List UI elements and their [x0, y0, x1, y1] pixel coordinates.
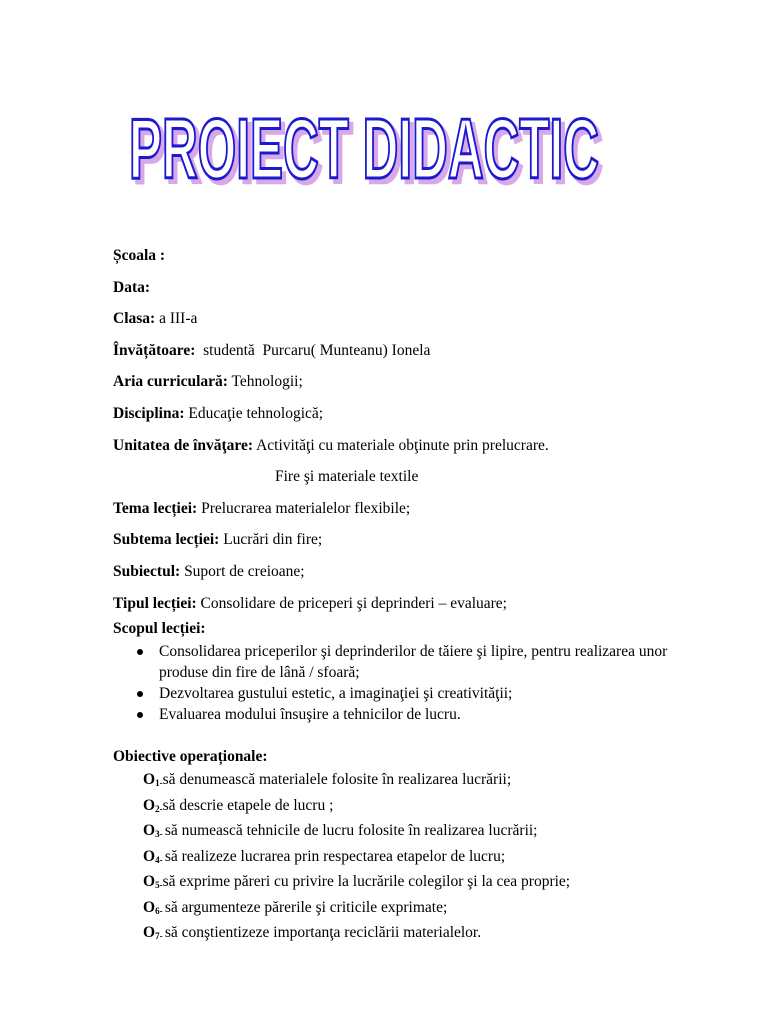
- scop-list: [113, 641, 713, 725]
- field-subtema-lectiei: Subtema lecției: Lucrări din fire;: [113, 531, 323, 549]
- title-text: PROIECT DIDACTIC: [129, 101, 599, 195]
- obiective-heading: Obiective operaționale:: [113, 748, 268, 765]
- field-unitatea-de-invatare: Unitatea de învăţare: Activităţi cu materiale obţinute prin prelucrare.: [113, 436, 549, 454]
- list-item: Evaluarea modului însuşire a tehnicilor de lucru.: [113, 704, 713, 725]
- header-fields: [113, 243, 733, 622]
- title-shadow: PROIECT DIDACTIC: [133, 105, 603, 195]
- list-item: Dezvoltarea gustului estetic, a imaginaţiei şi creativităţii;: [113, 683, 713, 704]
- field-tipul-lectiei: Tipul lecției: Consolidare de priceperi şi deprinderi – evaluare;: [113, 594, 507, 612]
- list-item: $O_{3-}$ să numească tehnicile de lucru folosite în realizarea lucrării;: [143, 822, 538, 839]
- bullet-icon: [137, 712, 143, 718]
- field-disciplina: Disciplina: Educaţie tehnologică;: [113, 404, 324, 422]
- field-tema-lectiei: Tema lecției: Prelucrarea materialelor flexibile;: [113, 499, 411, 517]
- field-aria-curriculara: Aria curriculară: Tehnologii;: [113, 373, 303, 391]
- field-subiectul: Subiectul: Suport de creioane;: [113, 562, 305, 580]
- field-scoala: Școala :: [113, 247, 166, 264]
- field-data: Data:: [113, 278, 151, 296]
- field-unitatea-line2: Fire şi materiale textile: [275, 468, 419, 486]
- list-item: $O_{7-}$ să conştientizeze importanţa reciclării materialelor.: [143, 924, 482, 941]
- list-item: $O_{2-}să$ descrie etapele de lucru ;: [143, 796, 334, 814]
- list-item: Consolidarea priceperilor şi deprinderilor de tăiere şi lipire, pentru realizarea unor produse din fire de lână / sfoară;: [113, 641, 713, 683]
- scop-heading: Scopul lecției:: [113, 620, 206, 637]
- list-item: $O_{1-}să$ denumească materialele folosite în realizarea lucrării;: [143, 771, 512, 788]
- bullet-icon: [137, 691, 143, 697]
- list-item: $O_{6-}$ să argumenteze părerile şi criticile exprimate;: [143, 898, 448, 916]
- field-invatatoare: Învățătoare: studentă Purcaru( Munteanu) Ionela: [113, 341, 431, 359]
- field-clasa: Clasa: a III-a: [113, 310, 198, 328]
- list-item: $O_{4-}$ să realizeze lucrarea prin respectarea etapelor de lucru;: [143, 847, 506, 865]
- bullet-icon: [137, 649, 143, 655]
- obiective-list: [143, 769, 570, 948]
- list-item: $O_{5-}să$ exprime păreri cu privire la lucrările colegilor şi la cea proprie;: [143, 873, 571, 890]
- document-title: [120, 100, 610, 195]
